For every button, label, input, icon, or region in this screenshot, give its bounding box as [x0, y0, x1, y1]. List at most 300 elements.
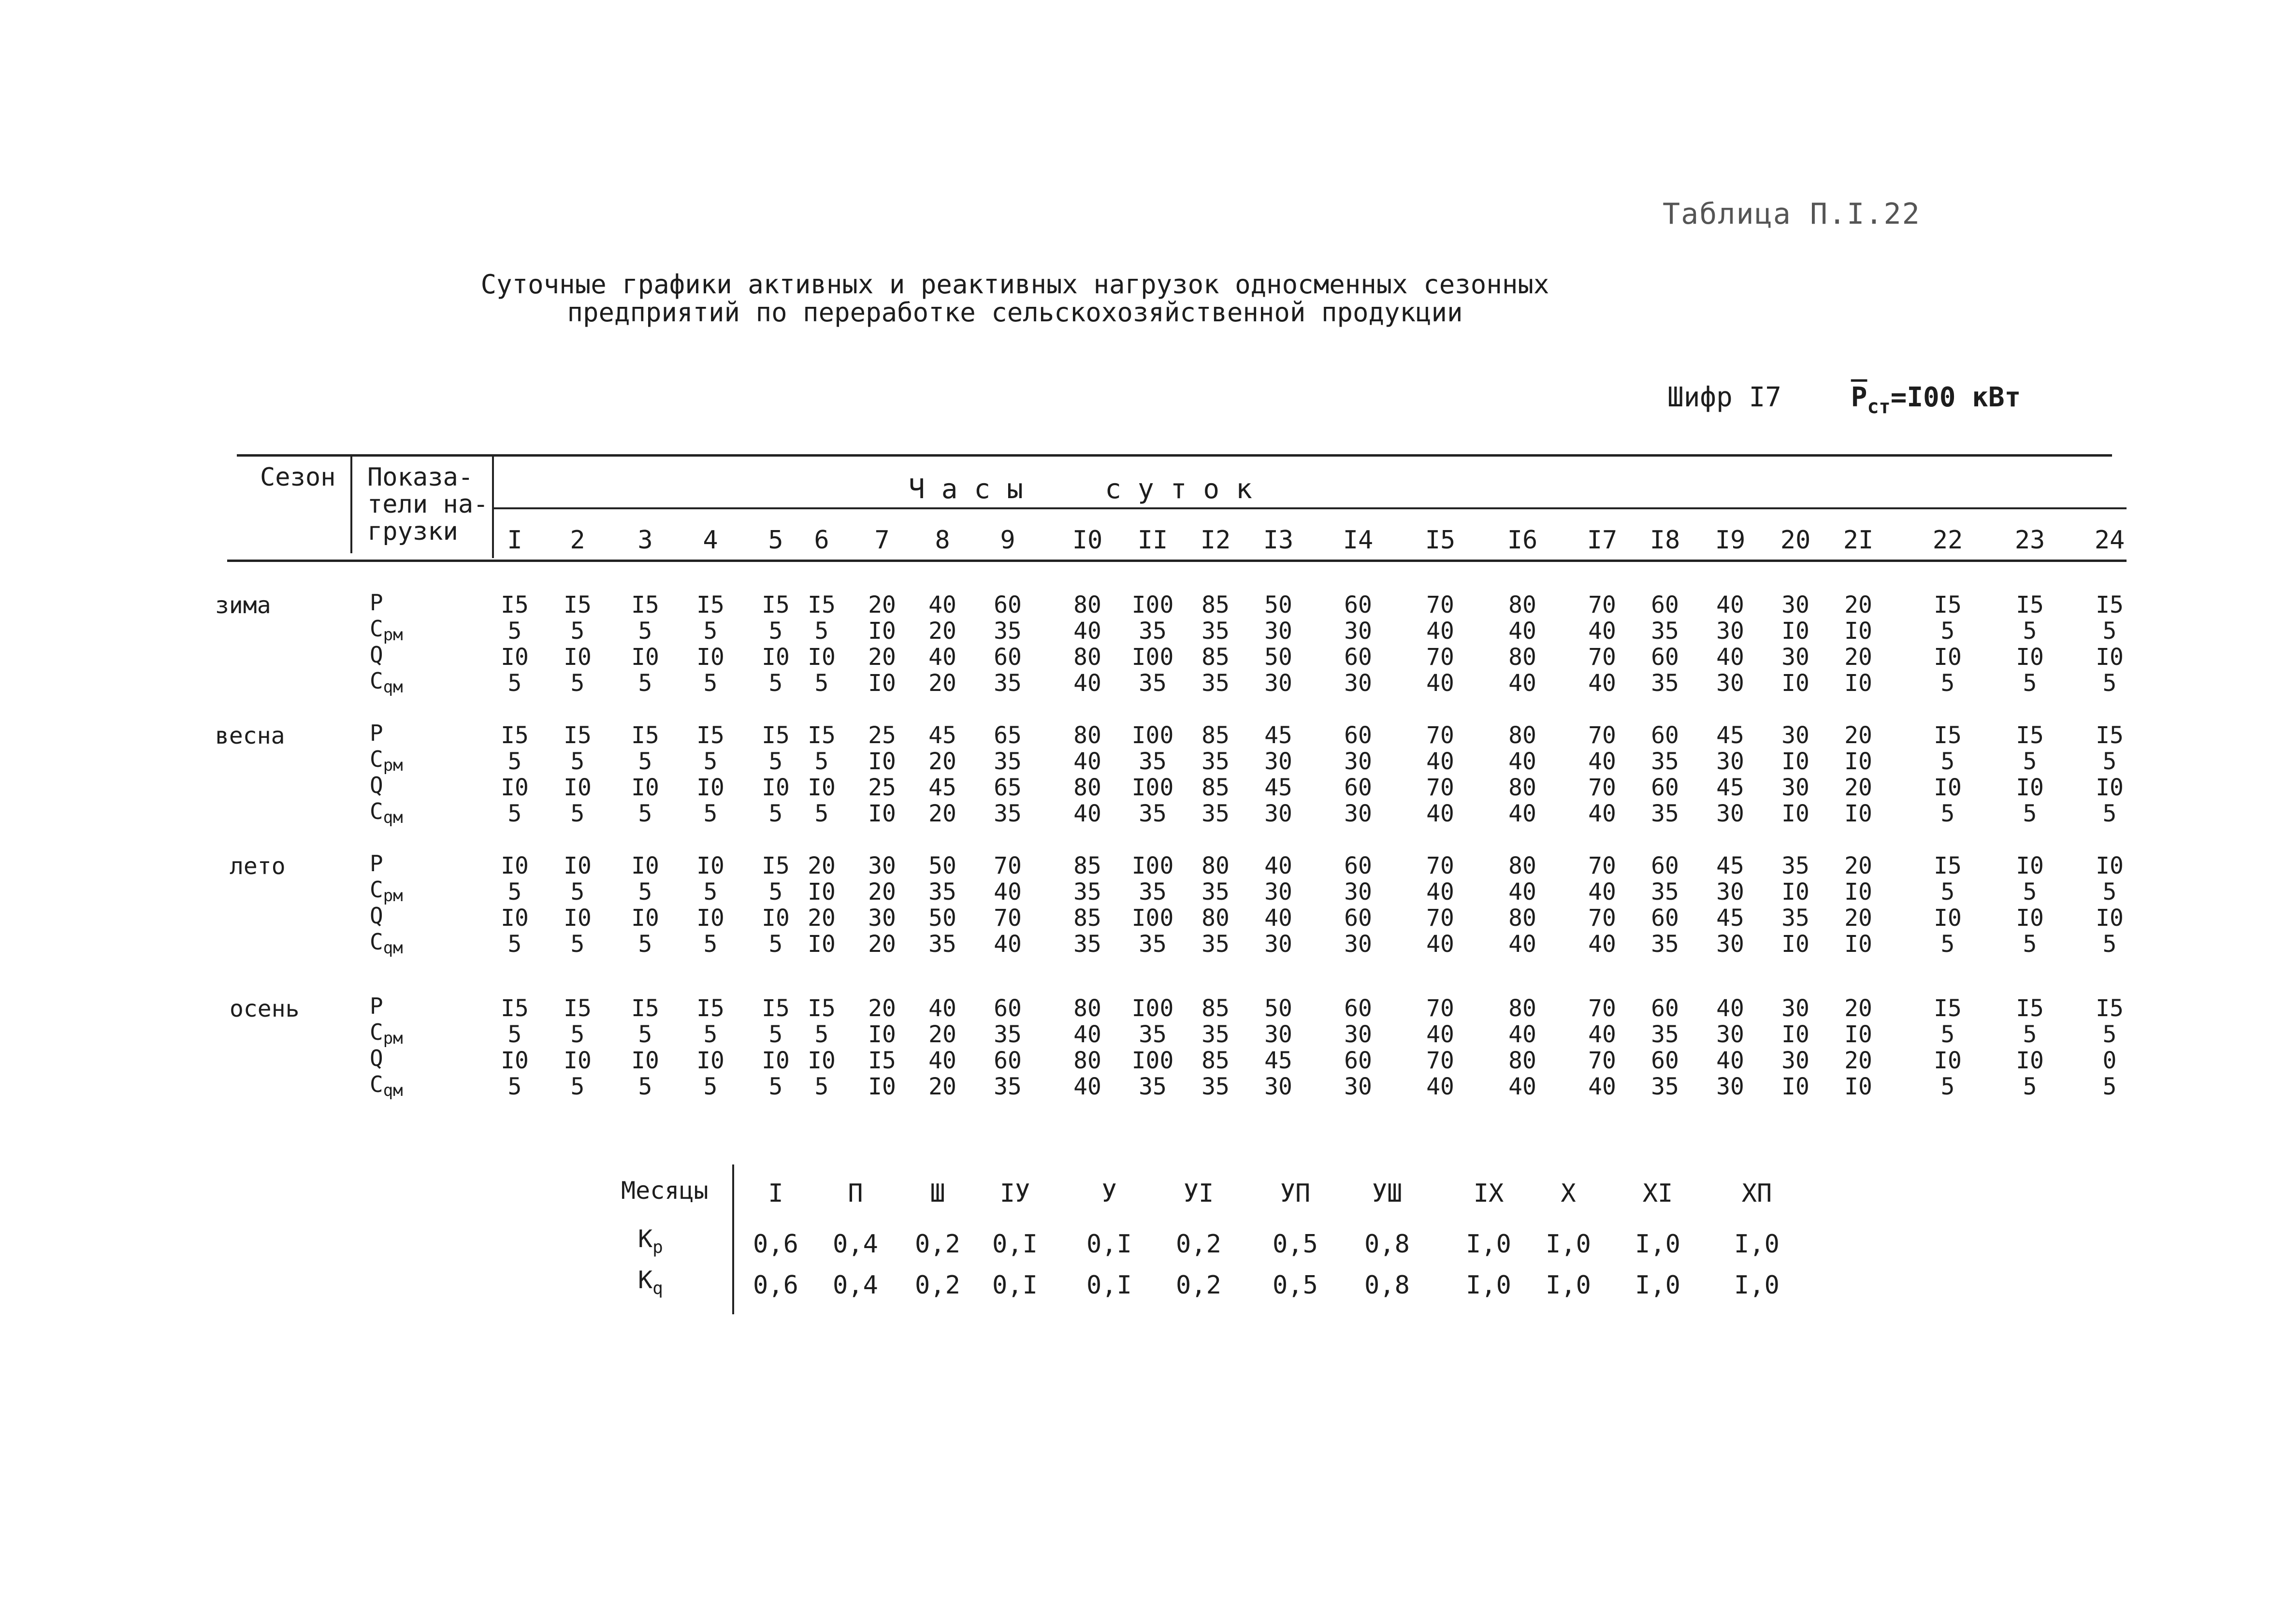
table-cell: 70 — [1426, 1047, 1454, 1074]
table-cell: 40 — [1426, 748, 1454, 775]
hour-header-6: 6 — [814, 526, 829, 555]
indicator-symbol: Q — [370, 903, 383, 929]
table-cell: 30 — [1264, 931, 1292, 958]
table-cell: 30 — [1716, 670, 1744, 697]
table-cell: 5 — [768, 878, 783, 905]
table-cell: 80 — [1201, 852, 1230, 879]
table-cell: 5 — [768, 670, 783, 697]
coefficient-value: 0,4 — [833, 1271, 878, 1300]
table-cell: 60 — [994, 644, 1022, 671]
coefficient-value: 0,6 — [753, 1230, 798, 1259]
table-cell: I0 — [1934, 1047, 1962, 1074]
table-cell: 20 — [868, 878, 896, 905]
table-cell: I0 — [2016, 905, 2044, 932]
indicators-header-line-2: тели на- — [367, 490, 489, 519]
table-cell: 70 — [1426, 774, 1454, 801]
table-cell: I0 — [1934, 774, 1962, 801]
coefficient-value: 0,2 — [915, 1271, 960, 1300]
table-cell: 35 — [1073, 878, 1101, 905]
table-cell: 5 — [507, 618, 522, 645]
table-cell: 5 — [768, 931, 783, 958]
table-cell: I5 — [762, 591, 790, 618]
hour-header-20: 20 — [1780, 526, 1811, 555]
table-cell: 80 — [1508, 591, 1536, 618]
coefficient-subscript: р — [652, 1237, 663, 1257]
table-cell: 5 — [814, 670, 829, 697]
table-cell: I5 — [808, 995, 836, 1022]
table-cell: I0 — [696, 644, 724, 671]
table-cell: 70 — [1588, 591, 1616, 618]
month-header: УШ — [1372, 1179, 1403, 1208]
coefficient-subscript: q — [652, 1279, 663, 1298]
table-cell: 40 — [1716, 644, 1744, 671]
hour-header-3: 3 — [637, 526, 653, 555]
indicator-label — [370, 1047, 383, 1070]
month-header: X — [1561, 1179, 1576, 1208]
table-cell: 5 — [2023, 1073, 2037, 1100]
table-cell: I0 — [1781, 748, 1809, 775]
table-cell: 30 — [1264, 878, 1292, 905]
rated-power — [1851, 382, 2021, 418]
indicator-symbol: P — [370, 720, 383, 746]
indicator-symbol: P — [370, 850, 383, 877]
table-cell: 30 — [1716, 800, 1744, 827]
month-header: УI — [1183, 1179, 1214, 1208]
table-cell: 40 — [928, 644, 956, 671]
table-cell: I0 — [868, 800, 896, 827]
indicator-label — [370, 669, 403, 699]
table-cell: 60 — [1651, 722, 1679, 749]
table-cell: I0 — [696, 774, 724, 801]
table-cell: 80 — [1201, 905, 1230, 932]
table-cell: 50 — [1264, 644, 1292, 671]
hour-header-9: 9 — [1000, 526, 1015, 555]
table-cell: 40 — [1073, 670, 1101, 697]
hours-divider-rule — [493, 507, 2127, 509]
table-cell: I5 — [762, 995, 790, 1022]
table-cell: 5 — [768, 1073, 783, 1100]
table-cell: 40 — [928, 1047, 956, 1074]
table-cell: 80 — [1073, 774, 1101, 801]
table-cell: I0 — [2016, 1047, 2044, 1074]
table-cell: 40 — [1588, 800, 1616, 827]
table-cell: I00 — [1131, 852, 1174, 879]
table-cell: 40 — [1508, 1021, 1536, 1048]
table-cell: 20 — [1844, 722, 1872, 749]
table-cell: 65 — [994, 774, 1022, 801]
season-column-divider — [350, 457, 352, 553]
table-cell: 30 — [1264, 1073, 1292, 1100]
coefficient-value: 0,5 — [1273, 1271, 1318, 1300]
table-cell: 60 — [1344, 995, 1372, 1022]
table-cell: 30 — [1781, 591, 1809, 618]
table-cell: I0 — [564, 644, 592, 671]
hour-header-18: I8 — [1650, 526, 1680, 555]
season-name: весна — [215, 722, 285, 749]
month-header: XI — [1642, 1179, 1673, 1208]
table-cell: 40 — [994, 878, 1022, 905]
table-cell: 30 — [1716, 618, 1744, 645]
table-cell: 5 — [703, 1073, 718, 1100]
table-cell: I5 — [696, 722, 724, 749]
table-cell: 30 — [1264, 1021, 1292, 1048]
table-cell: 35 — [1201, 800, 1230, 827]
table-cell: 60 — [1344, 905, 1372, 932]
table-cell: 5 — [1940, 878, 1955, 905]
table-cell: 80 — [1508, 774, 1536, 801]
coefficient-value: I,0 — [1546, 1230, 1591, 1259]
table-cell: I0 — [1781, 800, 1809, 827]
table-cell: 5 — [2023, 618, 2037, 645]
coefficient-value: 0,I — [1086, 1271, 1132, 1300]
table-cell: 35 — [928, 878, 956, 905]
table-cell: 5 — [638, 670, 652, 697]
coefficient-symbol: К — [638, 1266, 653, 1294]
coefficient-value: 0,6 — [753, 1271, 798, 1300]
table-cell: 40 — [1508, 1073, 1536, 1100]
table-cell: 40 — [1264, 852, 1292, 879]
months-label: Месяцы — [621, 1177, 709, 1205]
season-name: осень — [230, 995, 300, 1022]
table-cell: 35 — [994, 748, 1022, 775]
table-cell: 85 — [1073, 905, 1101, 932]
hour-header-22: 22 — [1932, 526, 1963, 555]
table-cell: I0 — [1844, 670, 1872, 697]
indicator-label — [370, 591, 383, 614]
table-cell: 5 — [2023, 748, 2037, 775]
table-cell: 45 — [1264, 722, 1292, 749]
table-cell: I5 — [631, 995, 659, 1022]
table-cell: 5 — [2102, 1021, 2117, 1048]
table-cell: 25 — [868, 774, 896, 801]
table-cell: 35 — [1139, 1073, 1167, 1100]
indicator-symbol: C — [370, 746, 383, 772]
table-cell: 35 — [1651, 670, 1679, 697]
table-cell: 80 — [1073, 644, 1101, 671]
table-cell: I5 — [808, 722, 836, 749]
table-cell: I0 — [1781, 1021, 1809, 1048]
table-cell: 35 — [1139, 878, 1167, 905]
table-cell: I5 — [762, 722, 790, 749]
table-cell: 35 — [994, 670, 1022, 697]
table-cell: 5 — [2023, 800, 2037, 827]
table-cell: 70 — [1588, 722, 1616, 749]
table-cell: I0 — [631, 774, 659, 801]
table-cell: 5 — [570, 931, 585, 958]
table-number: Таблица П.I.22 — [1663, 197, 1921, 231]
table-cell: 40 — [994, 931, 1022, 958]
table-cell: 60 — [994, 995, 1022, 1022]
table-cell: 5 — [768, 748, 783, 775]
table-cell: 40 — [1588, 931, 1616, 958]
table-cell: 20 — [1844, 774, 1872, 801]
table-cell: 5 — [703, 931, 718, 958]
indicator-symbol: C — [370, 616, 383, 642]
coefficient-value: I,0 — [1635, 1230, 1680, 1259]
table-cell: 5 — [814, 618, 829, 645]
table-cell: 5 — [638, 1073, 652, 1100]
months-divider — [732, 1164, 734, 1314]
table-cell: I00 — [1131, 644, 1174, 671]
table-cell: 5 — [2102, 1073, 2117, 1100]
hour-header-13: I3 — [1263, 526, 1294, 555]
table-cell: 85 — [1201, 1047, 1230, 1074]
table-cell: 80 — [1508, 852, 1536, 879]
table-cell: I00 — [1131, 995, 1174, 1022]
coefficient-label — [638, 1225, 663, 1257]
table-cell: I5 — [696, 591, 724, 618]
table-cell: 5 — [507, 800, 522, 827]
table-cell: 30 — [1781, 774, 1809, 801]
table-cell: 5 — [1940, 748, 1955, 775]
table-cell: 20 — [1844, 1047, 1872, 1074]
table-cell: I0 — [1844, 800, 1872, 827]
table-cell: 45 — [1716, 722, 1744, 749]
indicator-symbol: C — [370, 798, 383, 824]
table-cell: I0 — [868, 1021, 896, 1048]
table-cell: 45 — [928, 774, 956, 801]
table-cell: 45 — [928, 722, 956, 749]
hour-header-7: 7 — [874, 526, 890, 555]
table-cell: 40 — [1588, 618, 1616, 645]
table-cell: 40 — [1588, 1021, 1616, 1048]
table-cell: 30 — [1344, 670, 1372, 697]
table-cell: I0 — [501, 852, 529, 879]
table-cell: 5 — [2102, 670, 2117, 697]
table-cell: I0 — [2016, 774, 2044, 801]
table-cell: I00 — [1131, 905, 1174, 932]
table-cell: I0 — [762, 905, 790, 932]
table-cell: 40 — [1426, 618, 1454, 645]
table-cell: 30 — [1716, 1073, 1744, 1100]
table-cell: I0 — [631, 644, 659, 671]
table-cell: 40 — [1426, 800, 1454, 827]
table-cell: 20 — [1844, 644, 1872, 671]
table-cell: I5 — [564, 995, 592, 1022]
table-cell: 60 — [994, 1047, 1022, 1074]
table-cell: 85 — [1073, 852, 1101, 879]
table-cell: 35 — [994, 800, 1022, 827]
table-cell: 5 — [507, 931, 522, 958]
table-cell: 70 — [1426, 722, 1454, 749]
indicator-symbol: C — [370, 1071, 383, 1097]
table-cell: 35 — [1651, 931, 1679, 958]
hour-header-24: 24 — [2094, 526, 2125, 555]
table-cell: I0 — [696, 905, 724, 932]
coefficient-value: 0,I — [992, 1230, 1038, 1259]
table-cell: 40 — [1508, 618, 1536, 645]
table-cell: 5 — [507, 748, 522, 775]
table-cell: 5 — [703, 1021, 718, 1048]
table-cell: 5 — [814, 1073, 829, 1100]
table-cell: 35 — [994, 1073, 1022, 1100]
table-cell: I5 — [631, 722, 659, 749]
table-cell: 35 — [1139, 748, 1167, 775]
table-cell: 40 — [1716, 591, 1744, 618]
table-cell: 20 — [868, 995, 896, 1022]
table-cell: I0 — [808, 774, 836, 801]
indicators-header — [367, 464, 488, 545]
table-cell: 35 — [1139, 800, 1167, 827]
table-cell: 30 — [1781, 722, 1809, 749]
table-cell: 80 — [1508, 722, 1536, 749]
table-cell: 20 — [1844, 995, 1872, 1022]
table-cell: I0 — [868, 618, 896, 645]
table-cell: 60 — [1344, 722, 1372, 749]
table-cell: 20 — [1844, 905, 1872, 932]
header-bottom-rule — [227, 560, 2127, 562]
month-header: УП — [1280, 1179, 1311, 1208]
month-header: IX — [1473, 1179, 1504, 1208]
table-cell: 35 — [1139, 618, 1167, 645]
table-cell: 5 — [814, 1021, 829, 1048]
hour-header-8: 8 — [935, 526, 950, 555]
indicator-label — [370, 774, 383, 797]
table-cell: I0 — [631, 1047, 659, 1074]
table-cell: 35 — [994, 1021, 1022, 1048]
table-cell: 30 — [1264, 748, 1292, 775]
table-cell: I5 — [762, 852, 790, 879]
coefficient-value: 0,2 — [1176, 1230, 1221, 1259]
hour-header-12: I2 — [1200, 526, 1231, 555]
table-cell: 35 — [1781, 852, 1809, 879]
table-cell: I0 — [808, 878, 836, 905]
table-cell: 5 — [768, 1021, 783, 1048]
hour-header-1: I — [507, 526, 522, 555]
table-cell: 5 — [638, 1021, 652, 1048]
table-cell: 30 — [1344, 931, 1372, 958]
table-cell: 5 — [1940, 1021, 1955, 1048]
table-cell: 70 — [1588, 995, 1616, 1022]
table-cell: I5 — [2016, 995, 2044, 1022]
table-cell: I0 — [2096, 644, 2124, 671]
table-cell: 60 — [1651, 852, 1679, 879]
table-cell: 70 — [1426, 905, 1454, 932]
table-cell: I0 — [1844, 748, 1872, 775]
table-cell: 5 — [2102, 931, 2117, 958]
table-cell: 35 — [994, 618, 1022, 645]
coefficient-value: 0,4 — [833, 1230, 878, 1259]
table-cell: 40 — [1073, 618, 1101, 645]
table-cell: I0 — [868, 1073, 896, 1100]
month-header: I — [768, 1179, 783, 1208]
table-cell: 60 — [1344, 774, 1372, 801]
table-cell: I0 — [501, 905, 529, 932]
table-cell: 40 — [1073, 748, 1101, 775]
table-cell: 80 — [1508, 644, 1536, 671]
hour-header-16: I6 — [1507, 526, 1538, 555]
table-cell: 5 — [703, 748, 718, 775]
coefficient-value: 0,8 — [1364, 1230, 1410, 1259]
table-cell: 5 — [507, 1073, 522, 1100]
table-cell: 30 — [1716, 878, 1744, 905]
indicator-symbol: C — [370, 1019, 383, 1045]
table-cell: I0 — [631, 852, 659, 879]
table-cell: I5 — [2096, 995, 2124, 1022]
table-cell: 35 — [1139, 931, 1167, 958]
table-cell: 80 — [1073, 591, 1101, 618]
table-cell: I5 — [2096, 591, 2124, 618]
table-cell: 60 — [1651, 905, 1679, 932]
month-header: У — [1101, 1179, 1117, 1208]
table-cell: I0 — [501, 774, 529, 801]
table-cell: 5 — [638, 931, 652, 958]
table-cell: 20 — [1844, 852, 1872, 879]
coefficient-value: 0,2 — [915, 1230, 960, 1259]
table-cell: I0 — [501, 644, 529, 671]
table-cell: 5 — [507, 1021, 522, 1048]
table-cell: 5 — [703, 618, 718, 645]
table-cell: 70 — [1588, 1047, 1616, 1074]
table-cell: 35 — [928, 931, 956, 958]
table-cell: 60 — [1344, 591, 1372, 618]
hour-header-14: I4 — [1343, 526, 1374, 555]
table-cell: 5 — [814, 800, 829, 827]
coefficient-value: I,0 — [1546, 1271, 1591, 1300]
month-header: П — [848, 1179, 863, 1208]
hour-header-5: 5 — [768, 526, 783, 555]
indicator-label — [370, 643, 383, 666]
indicator-subscript: pм — [383, 756, 403, 775]
table-cell: 60 — [1651, 995, 1679, 1022]
table-cell: 45 — [1264, 774, 1292, 801]
table-cell: I0 — [762, 1047, 790, 1074]
document-title — [290, 271, 1740, 327]
table-cell: 5 — [638, 800, 652, 827]
table-cell: 30 — [868, 905, 896, 932]
table-cell: I0 — [1781, 1073, 1809, 1100]
coefficient-value: I,0 — [1734, 1230, 1780, 1259]
table-cell: I0 — [501, 1047, 529, 1074]
table-cell: 5 — [638, 748, 652, 775]
table-cell: 0 — [2102, 1047, 2117, 1074]
table-cell: I0 — [1844, 931, 1872, 958]
table-cell: I0 — [564, 852, 592, 879]
table-cell: 35 — [1201, 878, 1230, 905]
hour-header-23: 23 — [2014, 526, 2045, 555]
table-cell: 70 — [1588, 774, 1616, 801]
table-cell: 35 — [1073, 931, 1101, 958]
table-cell: I0 — [1781, 670, 1809, 697]
coefficient-symbol: К — [638, 1225, 653, 1253]
indicator-subscript: qм — [383, 1081, 403, 1100]
table-cell: I0 — [631, 905, 659, 932]
table-cell: 5 — [2102, 800, 2117, 827]
table-cell: I5 — [1934, 722, 1962, 749]
indicator-symbol: C — [370, 877, 383, 903]
table-cell: 5 — [570, 1021, 585, 1048]
table-cell: I5 — [501, 591, 529, 618]
table-cell: 70 — [1426, 591, 1454, 618]
table-cell: 35 — [1139, 1021, 1167, 1048]
table-cell: 5 — [703, 800, 718, 827]
table-cell: I5 — [1934, 995, 1962, 1022]
table-cell: 40 — [1426, 670, 1454, 697]
table-cell: I0 — [1844, 1073, 1872, 1100]
hour-header-10: I0 — [1072, 526, 1103, 555]
coefficient-value: I,0 — [1466, 1271, 1511, 1300]
table-cell: 20 — [928, 618, 956, 645]
table-cell: I0 — [762, 774, 790, 801]
table-cell: 70 — [1426, 995, 1454, 1022]
table-cell: I00 — [1131, 722, 1174, 749]
table-cell: I0 — [868, 670, 896, 697]
table-cell: I0 — [2096, 905, 2124, 932]
table-cell: 20 — [868, 644, 896, 671]
table-cell: I0 — [868, 748, 896, 775]
indicator-subscript: pм — [383, 625, 403, 645]
table-cell: 50 — [1264, 591, 1292, 618]
